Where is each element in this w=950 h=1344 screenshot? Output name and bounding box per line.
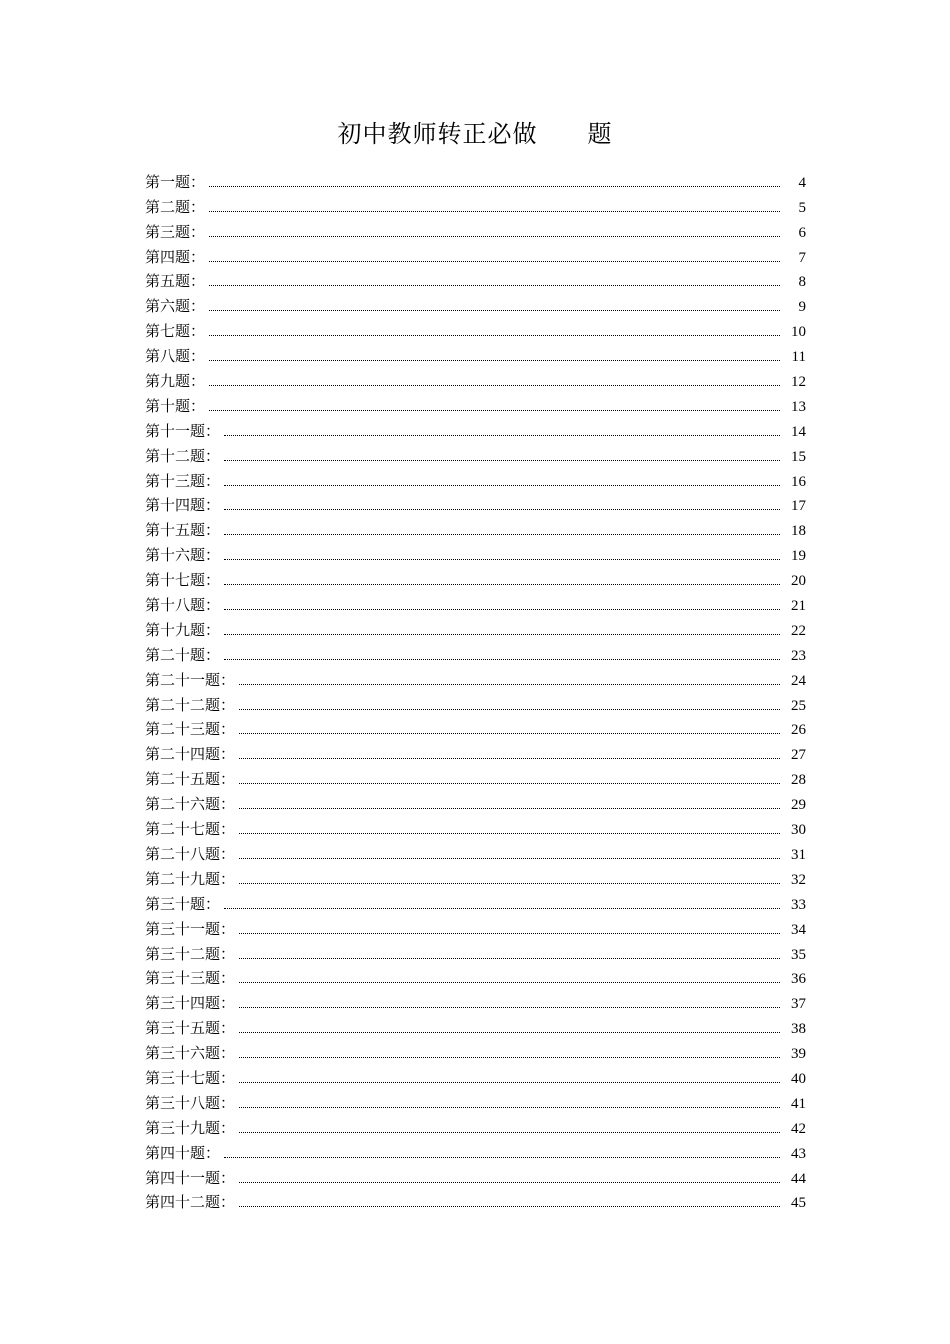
toc-dot-leader [239, 882, 780, 884]
toc-dot-leader [224, 434, 780, 436]
toc-entry-label: 第十八题： [145, 596, 221, 615]
toc-entry-page-number: 43 [791, 1145, 806, 1162]
toc-entry[interactable] [145, 366, 806, 391]
toc-entry[interactable] [145, 864, 806, 889]
toc-dot-leader [239, 732, 780, 734]
toc-entry-label: 第三十四题： [145, 994, 236, 1013]
toc-entry-label: 第十六题： [145, 546, 221, 565]
toc-entry-page-number: 38 [791, 1021, 806, 1038]
toc-entry-label: 第十五题： [145, 521, 221, 540]
toc-entry-page-number: 41 [791, 1095, 806, 1112]
toc-entry-label: 第三十二题： [145, 944, 236, 963]
toc-entry[interactable] [145, 590, 806, 615]
toc-dot-leader [224, 558, 780, 560]
toc-entry-page-number: 37 [791, 996, 806, 1013]
toc-dot-leader [209, 359, 780, 361]
toc-entry-label: 第十三题： [145, 471, 221, 490]
toc-entry[interactable] [145, 192, 806, 217]
toc-entry-page-number: 12 [791, 374, 806, 391]
title-main: 初中教师转正必做 [337, 120, 538, 148]
toc-entry-page-number: 33 [791, 896, 806, 913]
toc-entry-label: 第二十一题： [145, 670, 236, 689]
toc-entry[interactable] [145, 1113, 806, 1138]
toc-dot-leader [239, 807, 780, 809]
toc-dot-leader [224, 633, 780, 635]
toc-dot-leader [239, 957, 780, 959]
toc-entry-label: 第三十六题： [145, 1044, 236, 1063]
toc-entry-page-number: 13 [791, 398, 806, 415]
toc-dot-leader [209, 284, 780, 286]
toc-entry[interactable] [145, 391, 806, 416]
toc-entry-page-number: 36 [791, 971, 806, 988]
toc-entry[interactable] [145, 466, 806, 491]
toc-entry-label: 第五题： [145, 272, 206, 291]
toc-entry-label: 第十七题： [145, 571, 221, 590]
toc-dot-leader [224, 484, 780, 486]
toc-entry-page-number: 23 [791, 647, 806, 664]
toc-dot-leader [224, 583, 780, 585]
toc-dot-leader [209, 185, 780, 187]
toc-entry-page-number: 8 [798, 274, 806, 291]
toc-entry-label: 第二十七题： [145, 820, 236, 839]
toc-entry-page-number: 42 [791, 1120, 806, 1137]
toc-dot-leader [209, 235, 780, 237]
toc-entry-label: 第三十七题： [145, 1068, 236, 1087]
toc-entry-label: 第二十六题： [145, 795, 236, 814]
toc-dot-leader [224, 907, 780, 909]
toc-dot-leader [239, 1106, 780, 1108]
toc-dot-leader [209, 210, 780, 212]
toc-entry-page-number: 28 [791, 772, 806, 789]
toc-entry-page-number: 10 [791, 324, 806, 341]
toc-entry[interactable] [145, 267, 806, 292]
toc-entry-page-number: 24 [791, 672, 806, 689]
toc-entry[interactable] [145, 341, 806, 366]
toc-entry-label: 第二十八题： [145, 844, 236, 863]
toc-entry-page-number: 4 [798, 174, 806, 191]
toc-entry-label: 第三题： [145, 222, 206, 241]
toc-entry-label: 第一题： [145, 172, 206, 191]
toc-entry[interactable] [145, 416, 806, 441]
page-title [0, 114, 950, 149]
toc-entry[interactable] [145, 1188, 806, 1213]
table-of-contents [145, 167, 806, 1212]
toc-entry-page-number: 17 [791, 498, 806, 515]
toc-entry-page-number: 30 [791, 822, 806, 839]
toc-entry[interactable] [145, 1063, 806, 1088]
toc-entry-page-number: 25 [791, 697, 806, 714]
toc-entry-label: 第四十二题： [145, 1193, 236, 1212]
toc-entry-page-number: 27 [791, 747, 806, 764]
toc-dot-leader [224, 1156, 780, 1158]
toc-entry[interactable] [145, 789, 806, 814]
toc-entry[interactable] [145, 988, 806, 1013]
toc-entry-label: 第二十二题： [145, 695, 236, 714]
toc-entry[interactable] [145, 640, 806, 665]
toc-entry[interactable] [145, 167, 806, 192]
toc-entry[interactable] [145, 515, 806, 540]
toc-entry-label: 第十九题： [145, 620, 221, 639]
toc-entry-page-number: 16 [791, 473, 806, 490]
toc-entry-page-number: 22 [791, 622, 806, 639]
toc-entry[interactable] [145, 764, 806, 789]
toc-entry[interactable] [145, 441, 806, 466]
toc-dot-leader [239, 1031, 780, 1033]
toc-entry-label: 第二十题： [145, 645, 221, 664]
toc-entry[interactable] [145, 939, 806, 964]
toc-dot-leader [239, 683, 780, 685]
toc-entry-label: 第三十八题： [145, 1093, 236, 1112]
toc-entry-page-number: 26 [791, 722, 806, 739]
toc-entry-label: 第三十题： [145, 894, 221, 913]
toc-entry-label: 第二十三题： [145, 720, 236, 739]
toc-entry[interactable] [145, 914, 806, 939]
toc-entry-label: 第三十九题： [145, 1118, 236, 1137]
toc-dot-leader [224, 608, 780, 610]
toc-entry[interactable] [145, 540, 806, 565]
toc-dot-leader [239, 1006, 780, 1008]
toc-entry-page-number: 34 [791, 921, 806, 938]
toc-entry[interactable] [145, 814, 806, 839]
toc-entry-page-number: 29 [791, 797, 806, 814]
toc-entry[interactable] [145, 964, 806, 989]
toc-entry[interactable] [145, 291, 806, 316]
toc-entry[interactable] [145, 1163, 806, 1188]
toc-entry[interactable] [145, 615, 806, 640]
toc-entry-label: 第十四题： [145, 496, 221, 515]
toc-entry-page-number: 7 [798, 249, 806, 266]
toc-dot-leader [239, 757, 780, 759]
toc-dot-leader [224, 533, 780, 535]
toc-entry[interactable] [145, 690, 806, 715]
title-tail: 题 [587, 120, 613, 148]
toc-entry[interactable] [145, 1038, 806, 1063]
toc-entry-label: 第二题： [145, 197, 206, 216]
toc-dot-leader [224, 459, 780, 461]
toc-entry[interactable] [145, 1088, 806, 1113]
toc-dot-leader [224, 658, 780, 660]
toc-entry-label: 第二十九题： [145, 869, 236, 888]
toc-entry-page-number: 21 [791, 598, 806, 615]
toc-dot-leader [239, 857, 780, 859]
toc-entry-label: 第十二题： [145, 446, 221, 465]
toc-entry[interactable] [145, 839, 806, 864]
toc-entry-page-number: 32 [791, 871, 806, 888]
toc-entry[interactable] [145, 665, 806, 690]
toc-entry[interactable] [145, 491, 806, 516]
toc-dot-leader [224, 508, 780, 510]
toc-entry-page-number: 44 [791, 1170, 806, 1187]
toc-entry[interactable] [145, 1013, 806, 1038]
toc-entry-page-number: 39 [791, 1046, 806, 1063]
toc-entry[interactable] [145, 565, 806, 590]
toc-entry[interactable] [145, 739, 806, 764]
toc-entry-page-number: 20 [791, 573, 806, 590]
toc-entry[interactable] [145, 242, 806, 267]
toc-entry-page-number: 45 [791, 1195, 806, 1212]
toc-entry-page-number: 15 [791, 448, 806, 465]
toc-entry-label: 第三十三题： [145, 969, 236, 988]
toc-dot-leader [209, 334, 780, 336]
toc-entry[interactable] [145, 889, 806, 914]
toc-entry-label: 第二十四题： [145, 745, 236, 764]
toc-dot-leader [239, 1056, 780, 1058]
toc-entry[interactable] [145, 1138, 806, 1163]
toc-dot-leader [239, 782, 780, 784]
toc-entry[interactable] [145, 715, 806, 740]
toc-entry-page-number: 9 [798, 299, 806, 316]
toc-dot-leader [209, 384, 780, 386]
toc-entry-page-number: 35 [791, 946, 806, 963]
toc-entry-label: 第十题： [145, 396, 206, 415]
toc-entry[interactable] [145, 217, 806, 242]
toc-dot-leader [209, 309, 780, 311]
toc-entry-label: 第六题： [145, 297, 206, 316]
toc-dot-leader [209, 409, 780, 411]
toc-dot-leader [239, 708, 780, 710]
toc-entry-page-number: 11 [791, 349, 806, 366]
toc-dot-leader [239, 932, 780, 934]
toc-entry-label: 第三十一题： [145, 919, 236, 938]
toc-dot-leader [239, 832, 780, 834]
toc-dot-leader [239, 981, 780, 983]
toc-dot-leader [239, 1205, 780, 1207]
toc-entry-label: 第九题： [145, 372, 206, 391]
toc-entry-label: 第四题： [145, 247, 206, 266]
toc-dot-leader [209, 260, 780, 262]
toc-entry-page-number: 19 [791, 548, 806, 565]
toc-entry-page-number: 5 [798, 199, 806, 216]
toc-dot-leader [239, 1181, 780, 1183]
toc-entry-label: 第十一题： [145, 421, 221, 440]
toc-entry-page-number: 31 [791, 846, 806, 863]
toc-dot-leader [239, 1081, 780, 1083]
toc-entry-page-number: 14 [791, 423, 806, 440]
toc-entry-page-number: 18 [791, 523, 806, 540]
toc-entry-label: 第八题： [145, 347, 206, 366]
toc-entry-label: 第二十五题： [145, 770, 236, 789]
toc-entry-label: 第三十五题： [145, 1019, 236, 1038]
toc-entry[interactable] [145, 316, 806, 341]
toc-entry-label: 第四十题： [145, 1143, 221, 1162]
toc-dot-leader [239, 1131, 780, 1133]
toc-entry-page-number: 6 [798, 224, 806, 241]
toc-entry-page-number: 40 [791, 1070, 806, 1087]
toc-entry-label: 第七题： [145, 322, 206, 341]
toc-entry-label: 第四十一题： [145, 1168, 236, 1187]
